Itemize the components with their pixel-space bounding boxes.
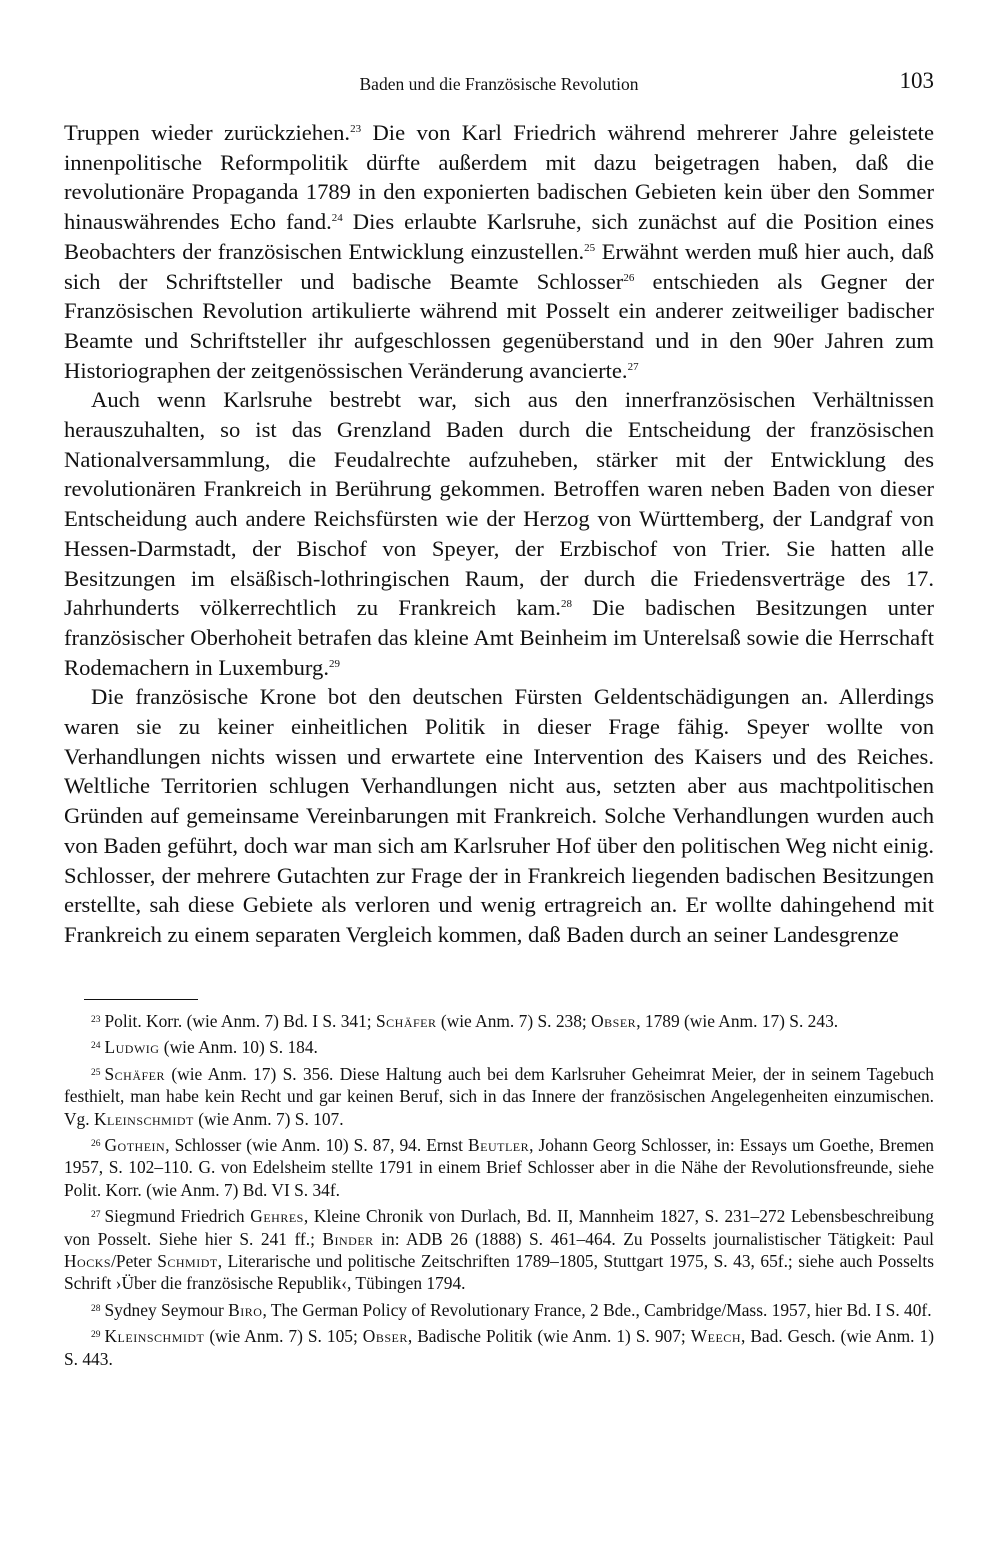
footnote-number: 25	[91, 1067, 101, 1078]
text-run: , Literarische und politische Zeitschriften 1789–1805, Stuttgart 1975, S. 43, 65f.; siehe auch Posselts Schrift ›Über die französische Republik‹, Tübingen 1794.	[64, 1251, 934, 1294]
author-name: Binder	[322, 1228, 374, 1249]
author-name: Kleinschmidt	[104, 1326, 205, 1347]
author-name: Ludwig	[104, 1037, 160, 1058]
text-run: in: ADB 26 (1888) S. 461–464. Zu Posselts journalistischer Tätigkeit: Paul	[373, 1228, 934, 1249]
author-name: Beutler	[468, 1135, 530, 1156]
footnotes	[64, 1010, 934, 1374]
footnote-number: 27	[91, 1210, 101, 1221]
footnote-number: 29	[91, 1330, 101, 1341]
paragraph-2	[64, 385, 934, 682]
footnote-24	[64, 1036, 934, 1058]
footnote-ref-28: 28	[560, 598, 572, 611]
footnote-26	[64, 1134, 934, 1201]
footnote-ref-25: 25	[584, 241, 596, 254]
paragraph-1	[64, 118, 934, 385]
footnote-ref-29: 29	[329, 657, 340, 670]
text-run: entschieden als Gegner der Französischen Revolution artikulierte während mit Posselt ein anderer zeitweiliger badischer Beamte und Schriftsteller ihr aufgeschlossen gegenüberstand und in den 90er Jahren zum Historiographen der zeitgenössischen Veränderung avancierte.	[64, 268, 934, 383]
author-name: Schmidt	[157, 1251, 218, 1272]
footnote-28	[64, 1299, 934, 1321]
author-name: Schäfer	[376, 1011, 437, 1031]
text-run: Die badischen Besitzungen unter französischer Oberhoheit betrafen das kleine Amt Beinheim im Unterelsaß sowie die Herrschaft Rodemachern in Luxemburg.	[64, 595, 934, 680]
text-run: Truppen wieder zurückziehen.	[64, 120, 351, 145]
text-run: Erwähnt werden muß hier auch, daß sich der Schriftsteller und badische Beamte Schlosser	[64, 238, 935, 294]
author-name: Obser	[591, 1011, 637, 1031]
text-run: Auch wenn Karlsruhe bestrebt war, sich aus den innerfranzösischen Verhältnissen herauszuhalten, so ist das Grenzland Baden durch die Entscheidung der französischen Nationalversammlung, die Feudalrechte aufzuheben, stärker mit der Entwicklung des revolutionären Frankreich in Berührung gekommen. Betroffen waren neben Baden von dieser Entscheidung auch andere Reichsfürsten wie der Herzog von Württemberg, der Landgraf von Hessen-Darmstadt, der Bischof von Speyer, der Erzbischof von Trier. Sie hatten alle Besitzungen im elsäßisch-lothringischen Raum, der durch die Friedensverträge des 17. Jahrhunderts völkerrechtlich zu Frankreich kam.	[64, 387, 934, 621]
text-run: Die von Karl Friedrich während mehrerer Jahre geleistete innenpolitische Reformpolitik dürfte außerdem mit dazu beigetragen haben, daß die revolutionäre Propaganda 1789 in den exponierten badischen Gebieten kein über den Sommer hinauswährendes Echo fand.	[64, 120, 934, 235]
author-name: Gehres	[250, 1206, 304, 1227]
text-run: (wie Anm. 7) S. 107.	[193, 1108, 344, 1129]
page-number: 103	[899, 68, 934, 93]
footnote-23	[64, 1010, 934, 1032]
footnote-ref-24: 24	[331, 212, 343, 225]
footnote-number: 23	[91, 1015, 101, 1025]
text-run: , Kleine Chronik von Durlach, Bd. II, Mannheim 1827, S. 231–272 Lebensbeschreibung von Posselt. Siehe hier S. 241 ff.;	[64, 1206, 934, 1249]
author-name: Gothein	[104, 1135, 166, 1156]
footnote-27	[64, 1205, 934, 1295]
text-run: Siegmund Friedrich	[104, 1206, 251, 1227]
author-name: Obser	[362, 1326, 408, 1347]
footnote-ref-27: 27	[627, 360, 639, 373]
running-header	[64, 68, 934, 102]
text-run: , Schlosser (wie Anm. 10) S. 87, 94. Ernst	[165, 1135, 469, 1156]
author-name: Weech	[690, 1326, 741, 1347]
footnote-divider	[84, 999, 198, 1000]
footnote-29	[64, 1325, 934, 1370]
text-run: , The German Policy of Revolutionary France, 2 Bde., Cambridge/Mass. 1957, hier Bd. I S. 40f.	[262, 1299, 932, 1320]
text-run: (wie Anm. 7) S. 105;	[204, 1326, 363, 1347]
paragraph-3: Die französische Krone bot den deutschen Fürsten Geldentschädigungen an. Allerdings waren sie zu keiner einheitlichen Politik in dieser Frage fähig. Speyer wollte von Verhandlungen nichts wissen und erwartete eine Intervention des Kaisers und des Reiches. Weltliche Territorien schlugen Verhandlungen nicht aus, setzten aber aus machtpolitischen Gründen auf gemeinsame Vereinbarungen mit Frankreich. Solche Verhandlungen wurden auch von Baden geführt, doch war man sich am Karlsruher Hof über den politischen Weg nicht einig. Schlosser, der mehrere Gutachten zur Frage der in Frankreich liegenden badischen Besitzungen erstellte, sah diese Gebiete als verloren und wenig ertragreich an. Er wollte dahingehend mit Frankreich zu einem separaten Vergleich kommen, daß Baden durch an seiner Landesgrenze	[64, 684, 934, 947]
text-run: , Badische Politik (wie Anm. 1) S. 907;	[407, 1326, 691, 1347]
footnote-ref-23: 23	[350, 123, 362, 135]
main-text	[64, 118, 934, 950]
text-run: , 1789 (wie Anm. 17) S. 243.	[636, 1011, 839, 1031]
text-run: Dies erlaubte Karlsruhe, sich zunächst auf die Position eines Beobachters der französischen Entwicklung einzustellen.	[64, 209, 934, 264]
author-name: Kleinschmidt	[93, 1108, 194, 1129]
text-run: Polit. Korr. (wie Anm. 7) Bd. I S. 341;	[104, 1011, 376, 1031]
footnote-number: 26	[91, 1139, 101, 1150]
running-title: Baden und die Französische Revolution	[359, 74, 639, 94]
text-run: , Johann Georg Schlosser, in: Essays um Goethe, Bremen 1957, S. 102–110. G. von Edelsheim stellte 1791 in einem Brief Schlosser aber in die Nähe der Revolutionsfreunde, siehe Polit. Korr. (wie Anm. 7) Bd. VI S. 34f.	[64, 1135, 935, 1200]
footnote-ref-26: 26	[623, 271, 635, 284]
author-name: Biro	[228, 1299, 263, 1320]
text-run: (wie Anm. 7) S. 238;	[436, 1011, 592, 1031]
text-run: (wie Anm. 10) S. 184.	[159, 1037, 318, 1058]
footnote-number: 28	[91, 1303, 101, 1314]
text-run: (wie Anm. 17) S. 356. Diese Haltung auch bei dem Karlsruher Geheimrat Meier, der in seinem Tagebuch festhielt, man habe kein Recht und gar keinen Beruf, sich in das Innere der französischen Angelegenheiten einzumischen. Vg.	[64, 1063, 934, 1129]
text-run: /Peter	[111, 1251, 158, 1272]
author-name: Hocks	[64, 1251, 112, 1272]
text-run: Sydney Seymour	[104, 1299, 229, 1320]
author-name: Schäfer	[104, 1063, 166, 1084]
text-run: , Bad. Gesch. (wie Anm. 1) S. 443.	[64, 1326, 934, 1369]
footnote-number: 24	[91, 1041, 101, 1052]
footnote-25	[64, 1063, 934, 1130]
